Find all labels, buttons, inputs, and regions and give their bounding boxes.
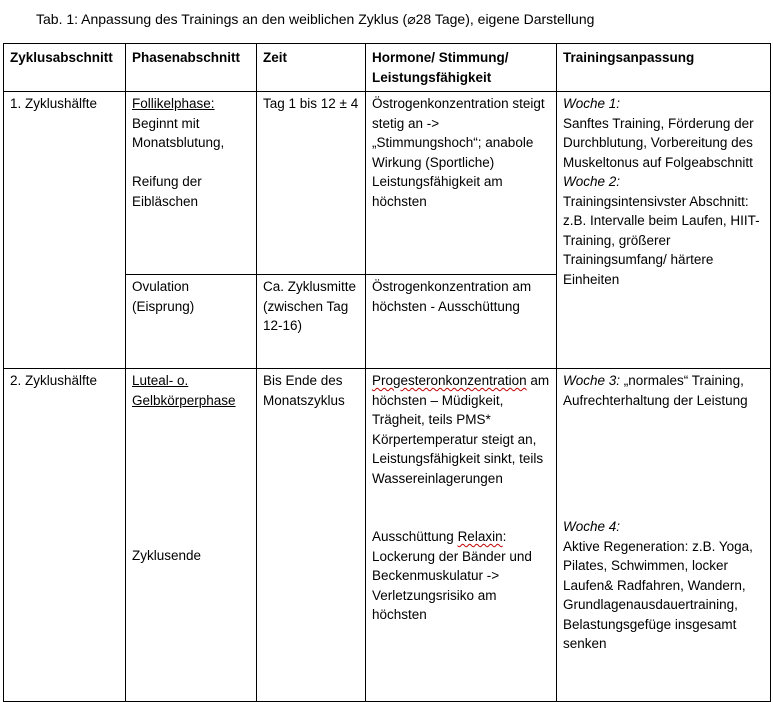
cell-zeit-1: Tag 1 bis 12 ± 4 [257, 92, 366, 275]
relaxin-pre: Ausschüttung [372, 529, 458, 544]
phase-title-follikel: Follikelphase: [132, 96, 215, 111]
week4-text: Aktive Regeneration: z.B. Yoga, Pilates, Schwimmen, locker Laufen& Radfahren, Wandern, Grundlagenausdauertraining, Belastungsgefüge insgesamt senken [563, 538, 753, 651]
cell-hormone-3 [366, 369, 557, 702]
table-row [4, 92, 771, 275]
cell-training-1 [557, 92, 771, 369]
week1-text: Sanftes Training, Förderung der Durchblutung, Vorbereitung des Muskeltonus auf Folgeabschnitt [563, 115, 754, 170]
header-row [4, 44, 771, 92]
header-hormone: Hormone/ Stimmung/ Leistungsfähigkeit [366, 44, 557, 92]
phase-title-luteal: Luteal- o. Gelbkörperphase [132, 373, 236, 408]
week4-label: Woche 4: [563, 519, 621, 534]
header-zeit: Zeit [257, 44, 366, 92]
phase-text-2: Reifung der Eibläschen [132, 174, 202, 209]
cell-zeit-2: Ca. Zyklusmitte (zwischen Tag 12-16) [257, 275, 366, 369]
cell-hormone-2: Östrogenkonzentration am höchsten - Ausschüttung [366, 275, 557, 369]
week2-label: Woche 2: [563, 174, 621, 189]
header-phasenabschnitt: Phasenabschnitt [126, 44, 257, 92]
table-caption: Tab. 1: Anpassung des Trainings an den weiblichen Zyklus (⌀28 Tage), eigene Darstellung [36, 11, 595, 27]
cell-hormone-1: Östrogenkonzentration steigt stetig an -> „Stimmungshoch“; anabole Wirkung (Sportliche) Leistungsfähigkeit am höchsten [366, 92, 557, 275]
week1-label: Woche 1: [563, 96, 621, 111]
cell-abschnitt-1-cont [4, 275, 126, 369]
progesteron-word: Progesteronkonzentration [372, 373, 527, 388]
hormone-text-3 [372, 371, 551, 488]
training-cycle-table [3, 43, 771, 702]
cell-abschnitt-1: 1. Zyklushälfte [4, 92, 126, 275]
header-zyklusabschnitt: Zyklusabschnitt [4, 44, 126, 92]
phase-text-1: Beginnt mit Monatsblutung, [132, 115, 225, 150]
cell-phase-ovulation: Ovulation (Eisprung) [126, 275, 257, 369]
cell-training-2 [557, 369, 771, 702]
hormone-rest-3: am höchsten – Müdigkeit, Trägheit, teils PMS* Körpertemperatur steigt an, Leistungsfähigkeit sinkt, teils Wassereinlagerungen [372, 373, 550, 486]
relaxin-rest: : Lockerung der Bänder und Beckenmuskulatur -> Verletzungsrisiko am höchsten [372, 529, 532, 622]
hormone-text-4 [372, 527, 551, 625]
table-row [4, 369, 771, 702]
cell-phase-follikel [126, 92, 257, 275]
week2-text: Trainingsintensivster Abschnitt: z.B. Intervalle beim Laufen, HIIT-Training, größerer Trainingsumfang/ härtere Einheiten [563, 193, 760, 287]
phase-zyklusende: Zyklusende [132, 548, 202, 563]
week3-text: „normales“ Training, Aufrechterhaltung der Leistung [563, 373, 748, 408]
cell-abschnitt-2: 2. Zyklushälfte [4, 369, 126, 702]
header-trainingsanpassung: Trainingsanpassung [557, 44, 771, 92]
week3-label: Woche 3: [563, 373, 621, 388]
cell-zeit-3: Bis Ende des Monatszyklus [257, 369, 366, 702]
cell-phase-luteal [126, 369, 257, 702]
relaxin-word: Relaxin [457, 529, 503, 544]
week3-block [563, 371, 765, 410]
